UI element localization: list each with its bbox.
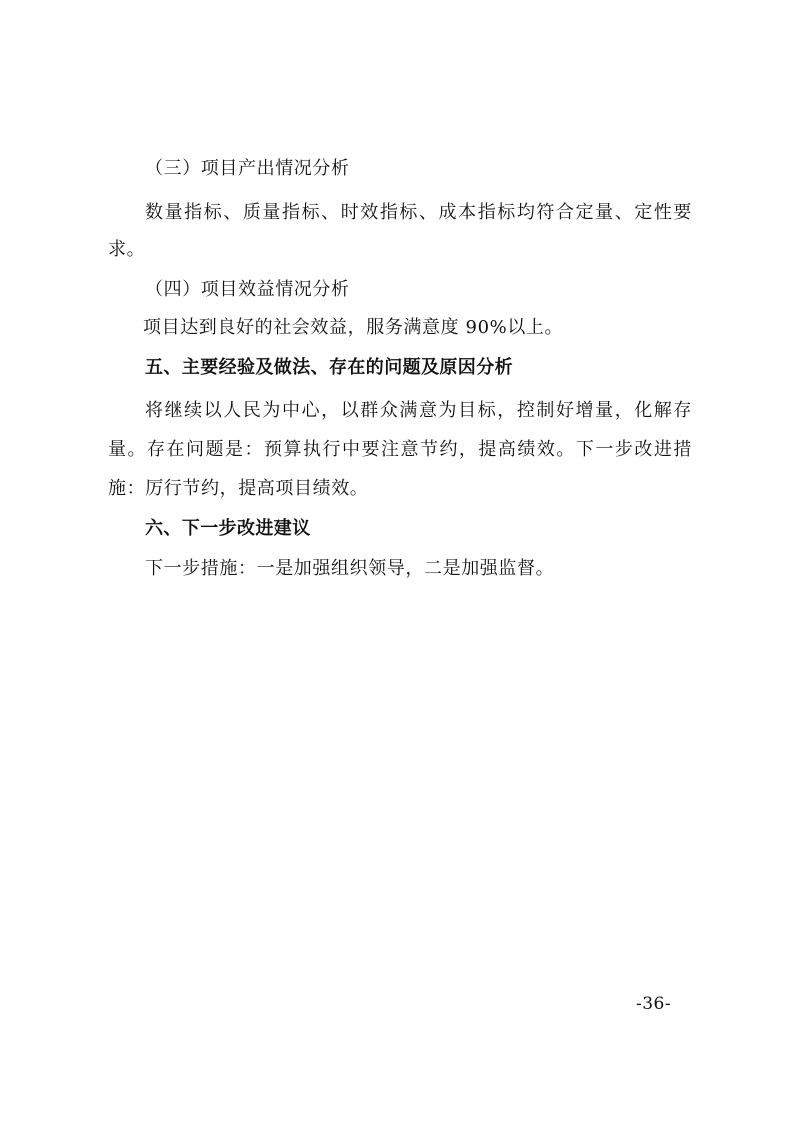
section-6-heading: 六、下一步改进建议	[145, 518, 311, 539]
section-3-body-line-2: 求。	[108, 239, 146, 260]
section-5-heading: 五、主要经验及做法、存在的问题及原因分析	[145, 357, 513, 378]
section-3-body-line-1: 数量指标、质量指标、时效指标、成本指标均符合定量、定性要	[145, 202, 692, 223]
page-number: -36-	[636, 994, 672, 1014]
section-5-body-line-1: 将继续以人民为中心，以群众满意为目标，控制好增量，化解存	[145, 400, 692, 421]
section-5-body-line-2: 量。存在问题是：预算执行中要注意节约，提高绩效。下一步改进措	[108, 439, 692, 460]
section-4-heading: （四）项目效益情况分析	[145, 279, 350, 300]
section-6-body: 下一步措施：一是加强组织领导，二是加强监督。	[145, 558, 555, 579]
section-3-heading: （三）项目产出情况分析	[145, 158, 350, 179]
section-5-body-line-3: 施：厉行节约，提高项目绩效。	[108, 478, 369, 499]
section-4-body: 项目达到良好的社会效益，服务满意度 90%以上。	[143, 317, 564, 338]
